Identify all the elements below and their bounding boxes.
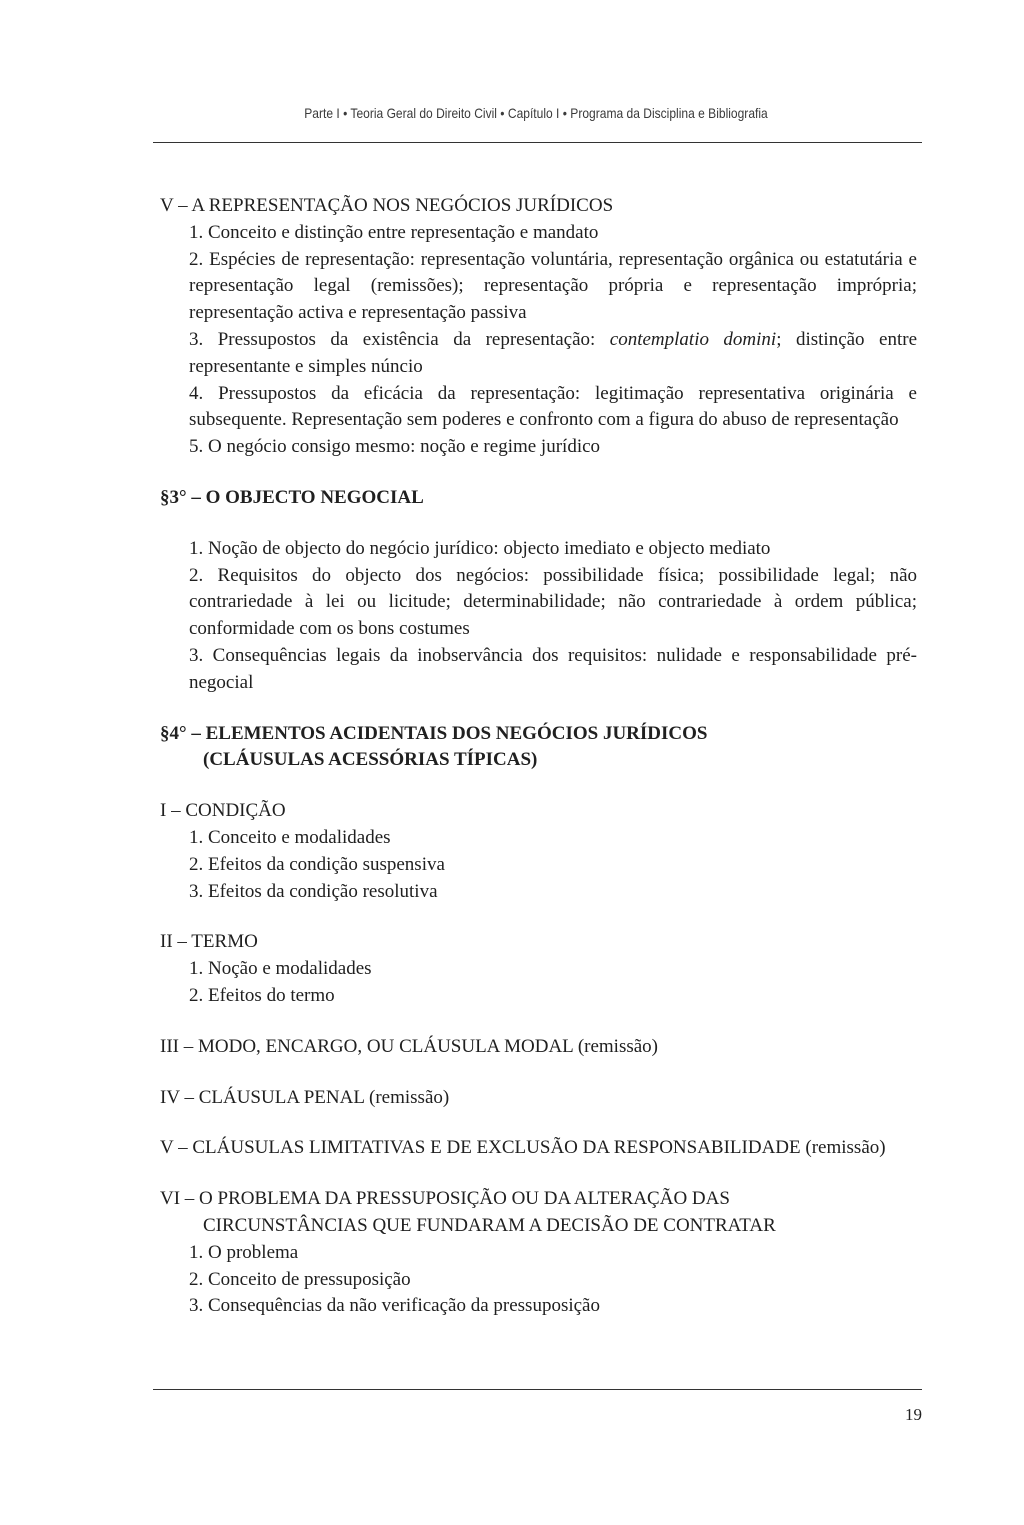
list-item: 1. Noção e modalidades bbox=[189, 958, 372, 980]
list-item: 3. Consequências legais da inobservância dos requisitos: nulidade e responsabilidade pré-negocial bbox=[189, 644, 917, 693]
list-item: 5. O negócio consigo mesmo: noção e regime jurídico bbox=[189, 436, 601, 458]
footer-rule bbox=[153, 1389, 922, 1390]
subsection-heading-condicao: I – CONDIÇÃO bbox=[160, 800, 286, 822]
list-item: 3. Consequências da não verificação da pressuposição bbox=[189, 1295, 600, 1317]
subsection-heading-modo: III – MODO, ENCARGO, OU CLÁUSULA MODAL (remissão) bbox=[160, 1035, 659, 1057]
list-item-text: ; distinção entre representante e simples núncio bbox=[189, 328, 917, 377]
section-heading-elementos-acidentais-sub: (CLÁUSULAS ACESSÓRIAS TÍPICAS) bbox=[203, 749, 538, 771]
list-item: 3. Efeitos da condição resolutiva bbox=[189, 880, 438, 902]
list-item: 2. Espécies de representação: representação voluntária, representação orgânica ou estatutária e representação legal (remissões); representação própria e representação imprópria; representação activa e representação passiva bbox=[189, 248, 917, 324]
list-item-text: 3. Pressupostos da existência da representação: bbox=[189, 328, 610, 350]
subsection-heading-termo: II – TERMO bbox=[160, 931, 258, 953]
spacer bbox=[160, 697, 917, 721]
section-heading-representacao: V – A REPRESENTAÇÃO NOS NEGÓCIOS JURÍDICOS bbox=[160, 195, 614, 216]
spacer bbox=[160, 512, 917, 536]
subsection-heading-pressuposicao-sub: CIRCUNSTÂNCIAS QUE FUNDARAM A DECISÃO DE CONTRATAR bbox=[203, 1214, 776, 1236]
spacer bbox=[160, 461, 917, 485]
list-item: 2. Requisitos do objecto dos negócios: possibilidade física; possibilidade legal; não contrariedade à lei ou licitude; determinabilidade; não contrariedade à ordem pública; conformidade com os bons costumes bbox=[189, 564, 917, 640]
list-item bbox=[160, 327, 917, 381]
list-item: 2. Conceito de pressuposição bbox=[189, 1268, 411, 1290]
list-item: 2. Efeitos do termo bbox=[189, 984, 335, 1006]
subsection-heading-clausulas-limitativas: V – CLÁUSULAS LIMITATIVAS E DE EXCLUSÃO DA RESPONSABILIDADE (remissão) bbox=[160, 1137, 886, 1159]
list-item: 1. O problema bbox=[189, 1241, 299, 1263]
spacer bbox=[160, 905, 917, 929]
spacer bbox=[160, 1010, 917, 1034]
list-item: 1. Conceito e modalidades bbox=[189, 826, 391, 848]
latin-term: contemplatio domini bbox=[609, 328, 777, 350]
page-number: 19 bbox=[905, 1405, 922, 1424]
section-heading-objecto-negocial: §3° – O OBJECTO NEGOCIAL bbox=[160, 486, 424, 508]
section-heading-elementos-acidentais: §4° – ELEMENTOS ACIDENTAIS DOS NEGÓCIOS JURÍDICOS bbox=[160, 722, 708, 744]
subsection-heading-clausula-penal: IV – CLÁUSULA PENAL (remissão) bbox=[160, 1086, 450, 1108]
page-body bbox=[160, 193, 917, 1320]
list-item: 1. Noção de objecto do negócio jurídico: objecto imediato e objecto mediato bbox=[189, 537, 771, 559]
list-item: 1. Conceito e distinção entre representação e mandato bbox=[189, 221, 599, 243]
spacer bbox=[160, 1162, 917, 1186]
spacer bbox=[160, 1061, 917, 1085]
spacer bbox=[160, 1111, 917, 1135]
spacer bbox=[160, 774, 917, 798]
list-item: 2. Efeitos da condição suspensiva bbox=[189, 853, 445, 875]
subsection-heading-pressuposicao: VI – O PROBLEMA DA PRESSUPOSIÇÃO OU DA ALTERAÇÃO DAS bbox=[160, 1188, 730, 1210]
list-item: 4. Pressupostos da eficácia da representação: legitimação representativa originária e subsequente. Representação sem poderes e confronto com a figura do abuso de representação bbox=[189, 382, 917, 431]
header-rule bbox=[153, 142, 922, 143]
running-header: Parte I • Teoria Geral do Direito Civil • Capítulo I • Programa da Disciplina e Bibliografia bbox=[304, 105, 768, 121]
